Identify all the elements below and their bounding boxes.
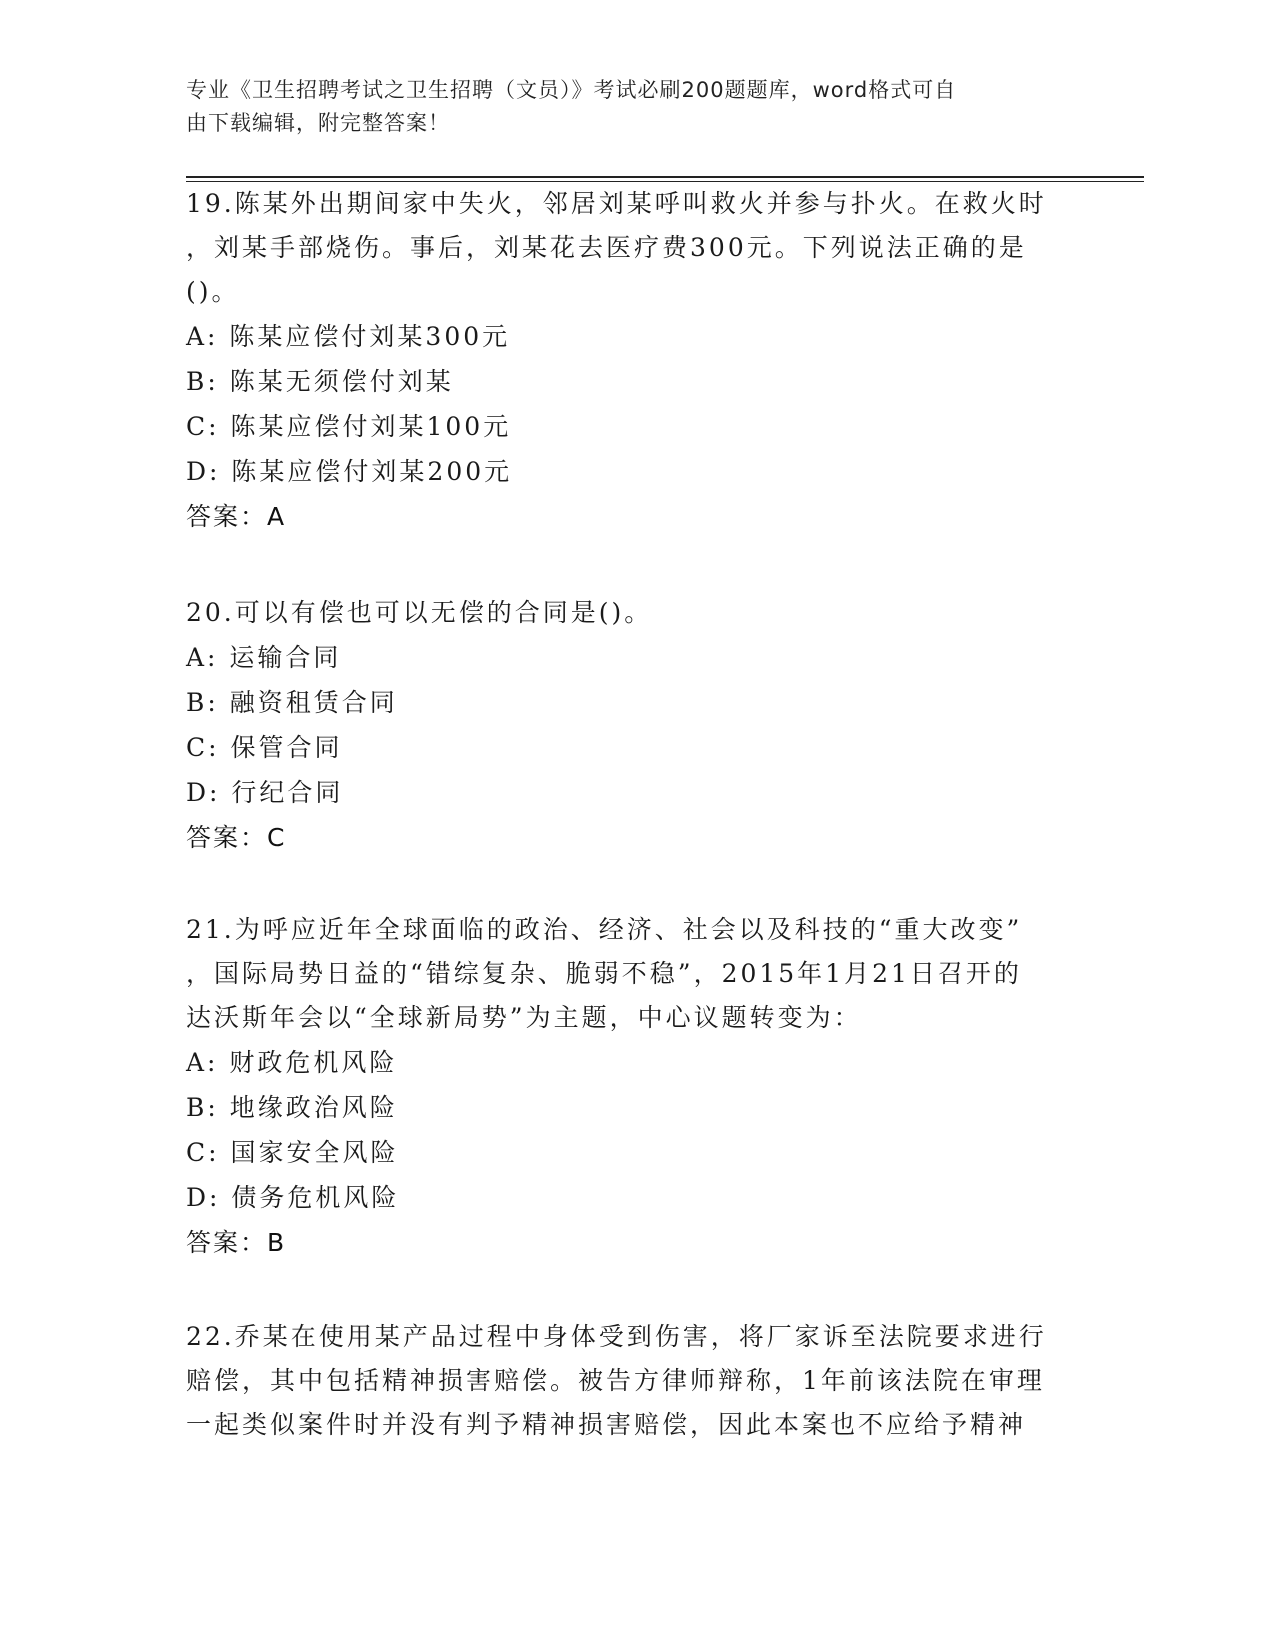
option-d: D: 陈某应偿付刘某200元 <box>186 457 513 486</box>
option-c: C: 保管合同 <box>186 733 343 762</box>
question-text-line: ()。 <box>186 277 240 306</box>
option-b: B: 融资租赁合同 <box>186 688 398 717</box>
question-text-line: 20.可以有偿也可以无偿的合同是()。 <box>186 598 653 627</box>
question-text-line: ，国际局势日益的“错综复杂、脆弱不稳”，2015年1月21日召开的 <box>186 959 1022 988</box>
option-d: D: 债务危机风险 <box>186 1183 400 1212</box>
option-a: A: 财政危机风险 <box>186 1048 398 1077</box>
header-line-1: 专业《卫生招聘考试之卫生招聘（文员）》考试必刷200题题库，word格式可自 <box>186 78 957 102</box>
answer: 答案：C <box>186 823 287 852</box>
question-19 <box>186 182 1076 540</box>
header-line-2: 由下载编辑，附完整答案！ <box>186 111 450 135</box>
option-b: B: 地缘政治风险 <box>186 1093 398 1122</box>
header-divider <box>186 176 1144 178</box>
question-text-line: 一起类似案件时并没有判予精神损害赔偿，因此本案也不应给予精神 <box>186 1410 1027 1439</box>
option-a: A: 运输合同 <box>186 643 342 672</box>
question-text-line: 22.乔某在使用某产品过程中身体受到伤害，将厂家诉至法院要求进行 <box>186 1322 1047 1351</box>
question-text-line: 达沃斯年会以“全球新局势”为主题，中心议题转变为： <box>186 1003 862 1032</box>
question-22 <box>186 1315 1076 1447</box>
option-d: D: 行纪合同 <box>186 778 344 807</box>
option-c: C: 陈某应偿付刘某100元 <box>186 412 512 441</box>
option-a: A: 陈某应偿付刘某300元 <box>186 322 511 351</box>
question-text-line: 19.陈某外出期间家中失火，邻居刘某呼叫救火并参与扑火。在救火时 <box>186 189 1047 218</box>
question-text-line: ，刘某手部烧伤。事后，刘某花去医疗费300元。下列说法正确的是 <box>186 233 1027 262</box>
question-text-line: 21.为呼应近年全球面临的政治、经济、社会以及科技的“重大改变” <box>186 915 1023 944</box>
question-text-line: 赔偿，其中包括精神损害赔偿。被告方律师辩称，1年前该法院在审理 <box>186 1366 1045 1395</box>
option-b: B: 陈某无须偿付刘某 <box>186 367 454 396</box>
option-c: C: 国家安全风险 <box>186 1138 399 1167</box>
page-header <box>186 74 1066 140</box>
question-20 <box>186 591 1076 861</box>
question-21 <box>186 908 1076 1266</box>
answer: 答案：A <box>186 502 287 531</box>
answer: 答案：B <box>186 1228 287 1257</box>
